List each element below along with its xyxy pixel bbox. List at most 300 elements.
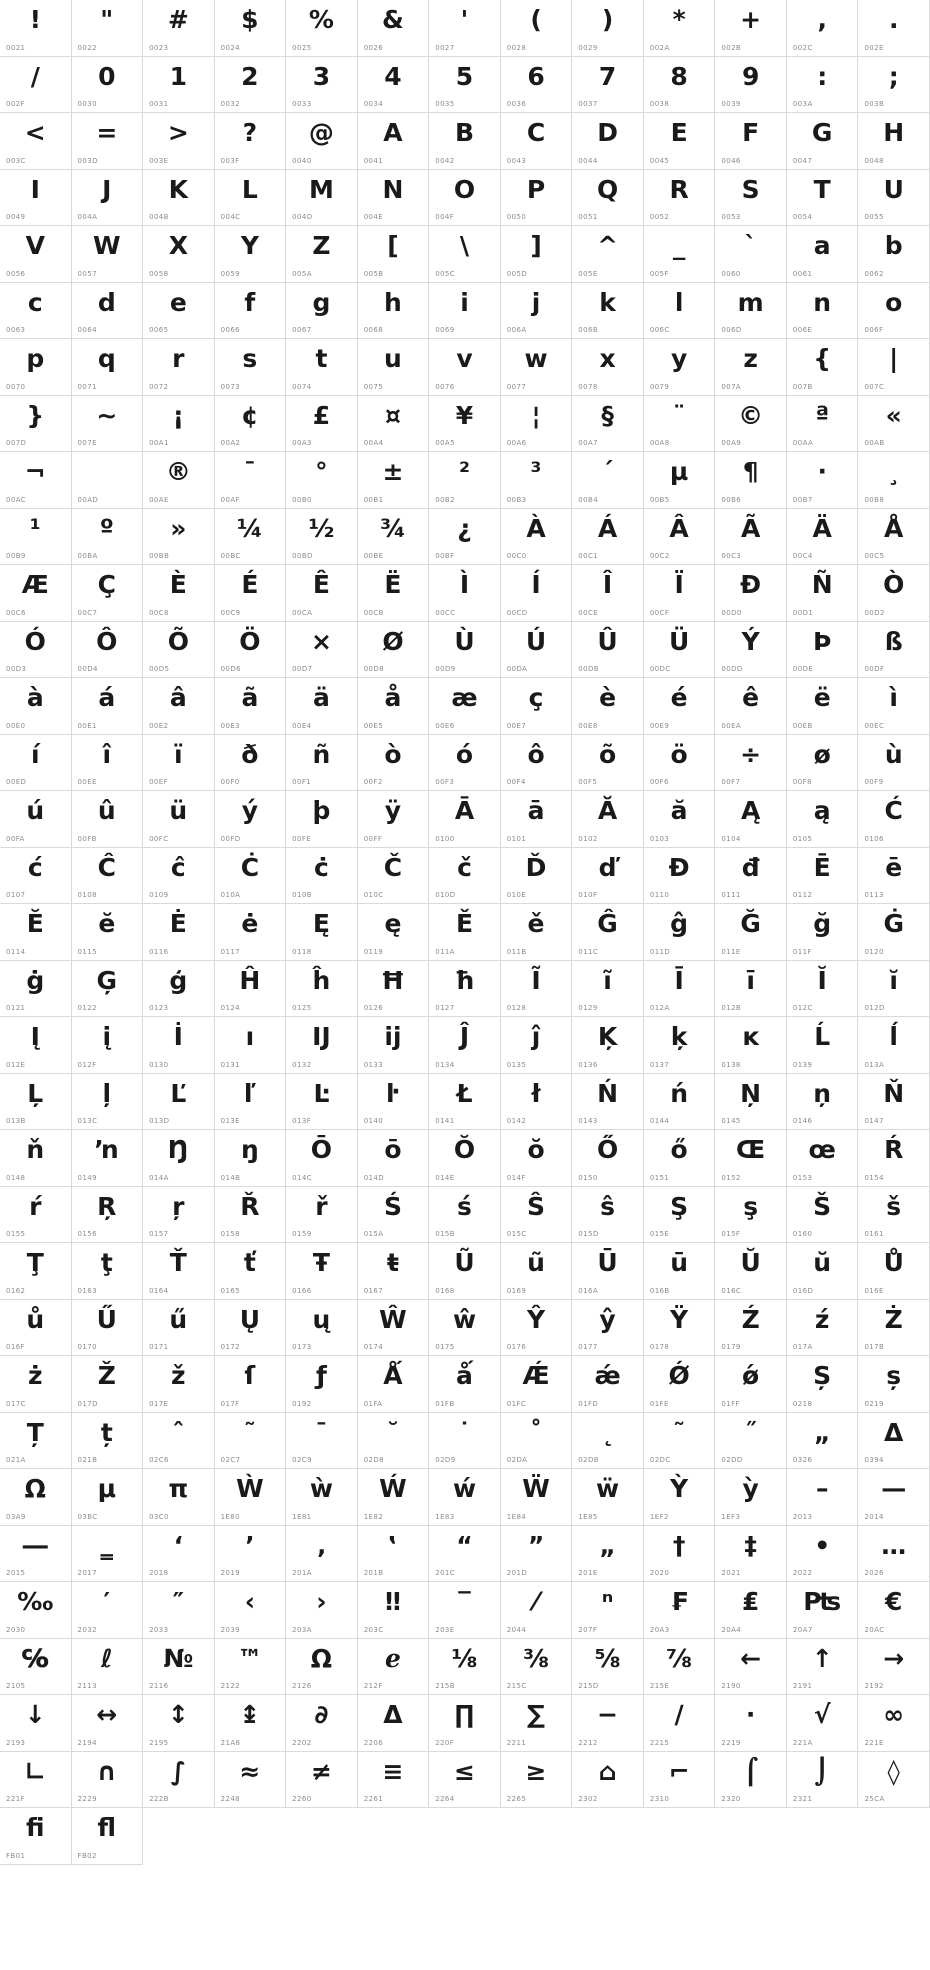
glyph-cell[interactable]: [429, 339, 501, 396]
glyph-cell[interactable]: [715, 1300, 787, 1357]
glyph-cell[interactable]: [787, 1243, 859, 1300]
glyph-cell[interactable]: [858, 57, 930, 114]
glyph-cell[interactable]: [501, 170, 573, 227]
glyph-cell[interactable]: [644, 622, 716, 679]
glyph-cell[interactable]: [286, 1017, 358, 1074]
glyph-cell[interactable]: [644, 791, 716, 848]
glyph-cell[interactable]: [715, 904, 787, 961]
glyph-cell[interactable]: [429, 848, 501, 905]
glyph-cell[interactable]: [715, 791, 787, 848]
glyph-cell[interactable]: [358, 961, 430, 1018]
glyph-cell[interactable]: [644, 678, 716, 735]
glyph-cell[interactable]: [215, 1752, 287, 1809]
glyph-cell[interactable]: [143, 1639, 215, 1696]
glyph-cell[interactable]: [72, 1130, 144, 1187]
glyph-cell[interactable]: [644, 1356, 716, 1413]
glyph-cell[interactable]: [286, 396, 358, 453]
glyph-cell[interactable]: [501, 791, 573, 848]
glyph-cell[interactable]: [143, 622, 215, 679]
glyph-cell[interactable]: [429, 1413, 501, 1470]
glyph-cell[interactable]: [572, 1526, 644, 1583]
glyph-cell[interactable]: [358, 113, 430, 170]
glyph-cell[interactable]: [572, 961, 644, 1018]
glyph-cell[interactable]: [0, 904, 72, 961]
glyph-cell[interactable]: [858, 1356, 930, 1413]
glyph-cell[interactable]: [358, 1243, 430, 1300]
glyph-cell[interactable]: [858, 396, 930, 453]
glyph-cell[interactable]: [143, 113, 215, 170]
glyph-cell[interactable]: [358, 1356, 430, 1413]
glyph-cell[interactable]: [572, 1017, 644, 1074]
glyph-cell[interactable]: [644, 848, 716, 905]
glyph-cell[interactable]: [358, 1752, 430, 1809]
glyph-cell[interactable]: [143, 1017, 215, 1074]
glyph-cell[interactable]: [787, 848, 859, 905]
glyph-cell[interactable]: [72, 1413, 144, 1470]
glyph-cell[interactable]: [286, 339, 358, 396]
glyph-cell[interactable]: [72, 735, 144, 792]
glyph-cell[interactable]: [429, 1130, 501, 1187]
glyph-cell[interactable]: [715, 1752, 787, 1809]
glyph-cell[interactable]: [715, 1074, 787, 1131]
glyph-cell[interactable]: [429, 1017, 501, 1074]
glyph-cell[interactable]: [715, 1187, 787, 1244]
glyph-cell[interactable]: [358, 622, 430, 679]
glyph-cell[interactable]: [429, 1639, 501, 1696]
glyph-cell[interactable]: [72, 622, 144, 679]
glyph-cell[interactable]: [787, 396, 859, 453]
glyph-cell[interactable]: [501, 452, 573, 509]
glyph-cell[interactable]: [72, 283, 144, 340]
glyph-cell[interactable]: [429, 904, 501, 961]
glyph-cell[interactable]: [858, 1413, 930, 1470]
glyph-cell[interactable]: [143, 509, 215, 566]
glyph-cell[interactable]: [72, 0, 144, 57]
glyph-cell[interactable]: [143, 848, 215, 905]
glyph-cell[interactable]: [644, 1187, 716, 1244]
glyph-cell[interactable]: [0, 1300, 72, 1357]
glyph-cell[interactable]: [715, 1639, 787, 1696]
glyph-cell[interactable]: [143, 1243, 215, 1300]
glyph-cell[interactable]: [715, 0, 787, 57]
glyph-cell[interactable]: [143, 961, 215, 1018]
glyph-cell[interactable]: [644, 1526, 716, 1583]
glyph-cell[interactable]: [358, 396, 430, 453]
glyph-cell[interactable]: [787, 339, 859, 396]
glyph-cell[interactable]: [143, 1300, 215, 1357]
glyph-cell[interactable]: [358, 1526, 430, 1583]
glyph-cell[interactable]: [286, 1074, 358, 1131]
glyph-cell[interactable]: [215, 904, 287, 961]
glyph-cell[interactable]: [787, 226, 859, 283]
glyph-cell[interactable]: [72, 113, 144, 170]
glyph-cell[interactable]: [572, 113, 644, 170]
glyph-cell[interactable]: [72, 170, 144, 227]
glyph-cell[interactable]: [858, 170, 930, 227]
glyph-cell[interactable]: [572, 452, 644, 509]
glyph-cell[interactable]: [286, 57, 358, 114]
glyph-cell[interactable]: [358, 735, 430, 792]
glyph-cell[interactable]: [858, 1526, 930, 1583]
glyph-cell[interactable]: [286, 565, 358, 622]
glyph-cell[interactable]: [787, 1582, 859, 1639]
glyph-cell[interactable]: [215, 1582, 287, 1639]
glyph-cell[interactable]: [286, 678, 358, 735]
glyph-cell[interactable]: [644, 57, 716, 114]
glyph-cell[interactable]: [644, 170, 716, 227]
glyph-cell[interactable]: [215, 678, 287, 735]
glyph-cell[interactable]: [215, 509, 287, 566]
glyph-cell[interactable]: [501, 904, 573, 961]
glyph-cell[interactable]: [501, 1017, 573, 1074]
glyph-cell[interactable]: [644, 1639, 716, 1696]
glyph-cell[interactable]: [143, 678, 215, 735]
glyph-cell[interactable]: [72, 1752, 144, 1809]
glyph-cell[interactable]: [501, 283, 573, 340]
glyph-cell[interactable]: [644, 1074, 716, 1131]
glyph-cell[interactable]: [715, 1695, 787, 1752]
glyph-cell[interactable]: [858, 678, 930, 735]
glyph-cell[interactable]: [644, 283, 716, 340]
glyph-cell[interactable]: [858, 1582, 930, 1639]
glyph-cell[interactable]: [858, 1074, 930, 1131]
glyph-cell[interactable]: [572, 791, 644, 848]
glyph-cell[interactable]: [501, 113, 573, 170]
glyph-cell[interactable]: [787, 57, 859, 114]
glyph-cell[interactable]: [358, 1187, 430, 1244]
glyph-cell[interactable]: [501, 57, 573, 114]
glyph-cell[interactable]: [0, 1695, 72, 1752]
glyph-cell[interactable]: [286, 622, 358, 679]
glyph-cell[interactable]: [358, 283, 430, 340]
glyph-cell[interactable]: [572, 1582, 644, 1639]
glyph-cell[interactable]: [286, 848, 358, 905]
glyph-cell[interactable]: [572, 1130, 644, 1187]
glyph-cell[interactable]: [0, 565, 72, 622]
glyph-cell[interactable]: [572, 1243, 644, 1300]
glyph-cell[interactable]: [286, 226, 358, 283]
glyph-cell[interactable]: [858, 735, 930, 792]
glyph-cell[interactable]: [215, 565, 287, 622]
glyph-cell[interactable]: [72, 1243, 144, 1300]
glyph-cell[interactable]: [0, 1639, 72, 1696]
glyph-cell[interactable]: [286, 170, 358, 227]
glyph-cell[interactable]: [429, 509, 501, 566]
glyph-cell[interactable]: [787, 283, 859, 340]
glyph-cell[interactable]: [72, 1639, 144, 1696]
glyph-cell[interactable]: [143, 1526, 215, 1583]
glyph-cell[interactable]: [715, 1356, 787, 1413]
glyph-cell[interactable]: [644, 904, 716, 961]
glyph-cell[interactable]: [572, 1695, 644, 1752]
glyph-cell[interactable]: [72, 1582, 144, 1639]
glyph-cell[interactable]: [501, 509, 573, 566]
glyph-cell[interactable]: [0, 622, 72, 679]
glyph-cell[interactable]: [215, 1300, 287, 1357]
glyph-cell[interactable]: [286, 904, 358, 961]
glyph-cell[interactable]: [72, 57, 144, 114]
glyph-cell[interactable]: [787, 735, 859, 792]
glyph-cell[interactable]: [358, 791, 430, 848]
glyph-cell[interactable]: [215, 622, 287, 679]
glyph-cell[interactable]: [787, 1300, 859, 1357]
glyph-cell[interactable]: [644, 226, 716, 283]
glyph-cell[interactable]: [72, 1356, 144, 1413]
glyph-cell[interactable]: [787, 452, 859, 509]
glyph-cell[interactable]: [644, 1413, 716, 1470]
glyph-cell[interactable]: [501, 1695, 573, 1752]
glyph-cell[interactable]: [644, 339, 716, 396]
glyph-cell[interactable]: [429, 113, 501, 170]
glyph-cell[interactable]: [501, 339, 573, 396]
glyph-cell[interactable]: [715, 113, 787, 170]
glyph-cell[interactable]: [72, 339, 144, 396]
glyph-cell[interactable]: [501, 1300, 573, 1357]
glyph-cell[interactable]: [715, 735, 787, 792]
glyph-cell[interactable]: [215, 396, 287, 453]
glyph-cell[interactable]: [286, 1526, 358, 1583]
glyph-cell[interactable]: [286, 0, 358, 57]
glyph-cell[interactable]: [286, 1300, 358, 1357]
glyph-cell[interactable]: [644, 565, 716, 622]
glyph-cell[interactable]: [501, 0, 573, 57]
glyph-cell[interactable]: [572, 170, 644, 227]
glyph-cell[interactable]: [72, 1300, 144, 1357]
glyph-cell[interactable]: [358, 1639, 430, 1696]
glyph-cell[interactable]: [72, 396, 144, 453]
glyph-cell[interactable]: [286, 1582, 358, 1639]
glyph-cell[interactable]: [358, 226, 430, 283]
glyph-cell[interactable]: [0, 1243, 72, 1300]
glyph-cell[interactable]: [787, 961, 859, 1018]
glyph-cell[interactable]: [72, 1695, 144, 1752]
glyph-cell[interactable]: [572, 622, 644, 679]
glyph-cell[interactable]: [286, 791, 358, 848]
glyph-cell[interactable]: [0, 1356, 72, 1413]
glyph-cell[interactable]: [215, 961, 287, 1018]
glyph-cell[interactable]: [358, 339, 430, 396]
glyph-cell[interactable]: [72, 1526, 144, 1583]
glyph-cell[interactable]: [787, 678, 859, 735]
glyph-cell[interactable]: [358, 1300, 430, 1357]
glyph-cell[interactable]: [0, 1526, 72, 1583]
glyph-cell[interactable]: [787, 0, 859, 57]
glyph-cell[interactable]: [501, 1243, 573, 1300]
glyph-cell[interactable]: [143, 1582, 215, 1639]
glyph-cell[interactable]: [215, 226, 287, 283]
glyph-cell[interactable]: [0, 791, 72, 848]
glyph-cell[interactable]: [215, 0, 287, 57]
glyph-cell[interactable]: [858, 565, 930, 622]
glyph-cell[interactable]: [501, 848, 573, 905]
glyph-cell[interactable]: [501, 1752, 573, 1809]
glyph-cell[interactable]: [286, 283, 358, 340]
glyph-cell[interactable]: [644, 735, 716, 792]
glyph-cell[interactable]: [858, 1017, 930, 1074]
glyph-cell[interactable]: [572, 509, 644, 566]
glyph-cell[interactable]: [572, 1413, 644, 1470]
glyph-cell[interactable]: [143, 904, 215, 961]
glyph-cell[interactable]: [143, 396, 215, 453]
glyph-cell[interactable]: [0, 57, 72, 114]
glyph-cell[interactable]: [429, 1695, 501, 1752]
glyph-cell[interactable]: [501, 565, 573, 622]
glyph-cell[interactable]: [358, 0, 430, 57]
glyph-cell[interactable]: [143, 1413, 215, 1470]
glyph-cell[interactable]: [0, 113, 72, 170]
glyph-cell[interactable]: [72, 961, 144, 1018]
glyph-cell[interactable]: [858, 1187, 930, 1244]
glyph-cell[interactable]: [572, 735, 644, 792]
glyph-cell[interactable]: [715, 170, 787, 227]
glyph-cell[interactable]: [0, 848, 72, 905]
glyph-cell[interactable]: [429, 1243, 501, 1300]
glyph-cell[interactable]: [572, 339, 644, 396]
glyph-cell[interactable]: [858, 113, 930, 170]
glyph-cell[interactable]: [572, 678, 644, 735]
glyph-cell[interactable]: [358, 1695, 430, 1752]
glyph-cell[interactable]: [787, 622, 859, 679]
glyph-cell[interactable]: [215, 113, 287, 170]
glyph-cell[interactable]: [358, 509, 430, 566]
glyph-cell[interactable]: [501, 961, 573, 1018]
glyph-cell[interactable]: [143, 735, 215, 792]
glyph-cell[interactable]: [286, 509, 358, 566]
glyph-cell[interactable]: [572, 0, 644, 57]
glyph-cell[interactable]: [215, 791, 287, 848]
glyph-cell[interactable]: [143, 1074, 215, 1131]
glyph-cell[interactable]: [0, 1469, 72, 1526]
glyph-cell[interactable]: [0, 396, 72, 453]
glyph-cell[interactable]: [72, 452, 144, 509]
glyph-cell[interactable]: [429, 565, 501, 622]
glyph-cell[interactable]: [72, 848, 144, 905]
glyph-cell[interactable]: [215, 1017, 287, 1074]
glyph-cell[interactable]: [787, 1130, 859, 1187]
glyph-cell[interactable]: [0, 1752, 72, 1809]
glyph-cell[interactable]: [143, 791, 215, 848]
glyph-cell[interactable]: [644, 396, 716, 453]
glyph-cell[interactable]: [715, 509, 787, 566]
glyph-cell[interactable]: [501, 1582, 573, 1639]
glyph-cell[interactable]: [644, 1300, 716, 1357]
glyph-cell[interactable]: [858, 509, 930, 566]
glyph-cell[interactable]: [286, 452, 358, 509]
glyph-cell[interactable]: [429, 1752, 501, 1809]
glyph-cell[interactable]: [715, 283, 787, 340]
glyph-cell[interactable]: [572, 904, 644, 961]
glyph-cell[interactable]: [501, 226, 573, 283]
glyph-cell[interactable]: [429, 1187, 501, 1244]
glyph-cell[interactable]: [572, 283, 644, 340]
glyph-cell[interactable]: [715, 622, 787, 679]
glyph-cell[interactable]: [429, 1356, 501, 1413]
glyph-cell[interactable]: [286, 113, 358, 170]
glyph-cell[interactable]: [72, 509, 144, 566]
glyph-cell[interactable]: [215, 283, 287, 340]
glyph-cell[interactable]: [0, 0, 72, 57]
glyph-cell[interactable]: [501, 622, 573, 679]
glyph-cell[interactable]: [572, 1356, 644, 1413]
glyph-cell[interactable]: [358, 1469, 430, 1526]
glyph-cell[interactable]: [715, 1243, 787, 1300]
glyph-cell[interactable]: [644, 452, 716, 509]
glyph-cell[interactable]: [143, 283, 215, 340]
glyph-cell[interactable]: [286, 1752, 358, 1809]
glyph-cell[interactable]: [286, 1356, 358, 1413]
glyph-cell[interactable]: [858, 848, 930, 905]
glyph-cell[interactable]: [572, 565, 644, 622]
glyph-cell[interactable]: [0, 1187, 72, 1244]
glyph-cell[interactable]: [858, 1695, 930, 1752]
glyph-cell[interactable]: [143, 452, 215, 509]
glyph-cell[interactable]: [72, 1074, 144, 1131]
glyph-cell[interactable]: [215, 1413, 287, 1470]
glyph-cell[interactable]: [429, 0, 501, 57]
glyph-cell[interactable]: [358, 848, 430, 905]
glyph-cell[interactable]: [715, 396, 787, 453]
glyph-cell[interactable]: [0, 735, 72, 792]
glyph-cell[interactable]: [72, 678, 144, 735]
glyph-cell[interactable]: [858, 904, 930, 961]
glyph-cell[interactable]: [215, 735, 287, 792]
glyph-cell[interactable]: [429, 961, 501, 1018]
glyph-cell[interactable]: [358, 57, 430, 114]
glyph-cell[interactable]: [286, 1469, 358, 1526]
glyph-cell[interactable]: [143, 1356, 215, 1413]
glyph-cell[interactable]: [715, 678, 787, 735]
glyph-cell[interactable]: [787, 1526, 859, 1583]
glyph-cell[interactable]: [429, 735, 501, 792]
glyph-cell[interactable]: [215, 1074, 287, 1131]
glyph-cell[interactable]: [715, 226, 787, 283]
glyph-cell[interactable]: [715, 1582, 787, 1639]
glyph-cell[interactable]: [0, 1074, 72, 1131]
glyph-cell[interactable]: [215, 1243, 287, 1300]
glyph-cell[interactable]: [858, 961, 930, 1018]
glyph-cell[interactable]: [429, 283, 501, 340]
glyph-cell[interactable]: [572, 1639, 644, 1696]
glyph-cell[interactable]: [858, 1752, 930, 1809]
glyph-cell[interactable]: [358, 565, 430, 622]
glyph-cell[interactable]: [429, 1526, 501, 1583]
glyph-cell[interactable]: [286, 1695, 358, 1752]
glyph-cell[interactable]: [286, 1243, 358, 1300]
glyph-cell[interactable]: [429, 678, 501, 735]
glyph-cell[interactable]: [501, 1074, 573, 1131]
glyph-cell[interactable]: [858, 452, 930, 509]
glyph-cell[interactable]: [143, 57, 215, 114]
glyph-cell[interactable]: [429, 1582, 501, 1639]
glyph-cell[interactable]: [501, 678, 573, 735]
glyph-cell[interactable]: [501, 1639, 573, 1696]
glyph-cell[interactable]: [0, 226, 72, 283]
glyph-cell[interactable]: [501, 1526, 573, 1583]
glyph-cell[interactable]: [429, 226, 501, 283]
glyph-cell[interactable]: [0, 678, 72, 735]
glyph-cell[interactable]: [358, 1074, 430, 1131]
glyph-cell[interactable]: [858, 226, 930, 283]
glyph-cell[interactable]: [715, 339, 787, 396]
glyph-cell[interactable]: [143, 1130, 215, 1187]
glyph-cell[interactable]: [644, 1752, 716, 1809]
glyph-cell[interactable]: [0, 1017, 72, 1074]
glyph-cell[interactable]: [286, 961, 358, 1018]
glyph-cell[interactable]: [143, 1469, 215, 1526]
glyph-cell[interactable]: [787, 170, 859, 227]
glyph-cell[interactable]: [715, 848, 787, 905]
glyph-cell[interactable]: [858, 283, 930, 340]
